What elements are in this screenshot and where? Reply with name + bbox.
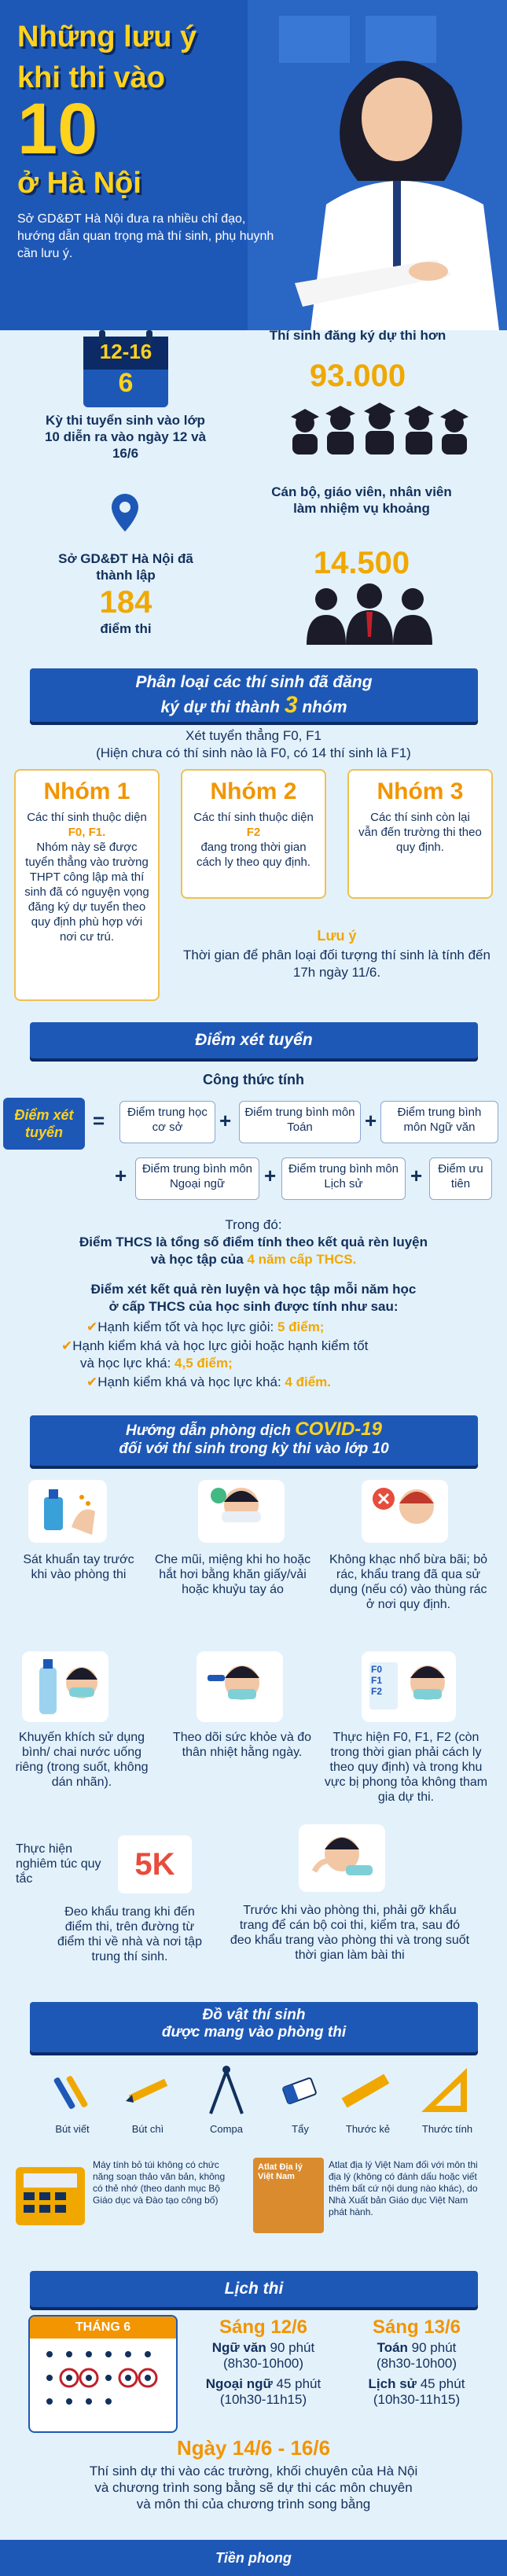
tip-remove-mask: Trước khi vào phòng thi, phải gỡ khẩu trang để cán bộ coi thi, kiểm tra, sau đó đeo khẩu trang vào phòng thi và trong suốt thời gian làm bài thi	[230, 1904, 470, 1962]
classify-header	[30, 668, 478, 722]
day2-a-time: 90 phút	[411, 2340, 457, 2355]
formula-plus-3: +	[115, 1164, 127, 1187]
group-2-box	[181, 769, 326, 899]
day1-a-range: (8h30-10h00)	[222, 2356, 304, 2371]
classify-header-line-2	[30, 692, 478, 719]
schedule-calendar-icon	[28, 2315, 178, 2433]
tool-ruler-label: Thước kẻ	[345, 2123, 391, 2135]
thcs-line-2a: và học tập của	[150, 1252, 248, 1267]
thcs-line-1: Điểm THCS là tổng số điểm tính theo kết quả rèn luyện	[79, 1235, 428, 1249]
sites-label-1: Sở GD&ĐT Hà Nội đã thành lập	[58, 551, 193, 583]
student-illustration	[248, 0, 507, 330]
rule-c	[86, 1374, 464, 1390]
tool-pen-label: Bút viết	[55, 2123, 90, 2135]
items-header	[30, 2002, 478, 2052]
classify-note-1: Xét tuyển thẳng F0, F1	[186, 728, 321, 743]
tip-5k-rule: Thực hiện nghiêm túc quy tắc	[16, 1842, 101, 1886]
formula-title: Công thức tính	[202, 1072, 304, 1087]
location-pin-icon	[112, 494, 138, 532]
sanitize-hands-icon	[28, 1480, 107, 1543]
ruler-icon	[338, 2066, 393, 2114]
formula-term-2: Điểm trung bình môn Toán	[239, 1101, 361, 1143]
formula-term-4: Điểm trung bình môn Ngoại ngữ	[135, 1157, 259, 1200]
covid-header	[30, 1415, 478, 1466]
check-icon: ✔	[86, 1374, 98, 1389]
tool-triangle-ruler-label: Thước tính	[421, 2123, 473, 2135]
hero-banner	[0, 0, 507, 330]
covid-header-text: Hướng dẫn phòng dịch	[126, 1422, 296, 1439]
check-icon: ✔	[86, 1319, 98, 1334]
day1-b-subject: Ngoại ngữ	[205, 2376, 273, 2391]
hero-title-number: 10	[17, 89, 98, 169]
hero-intro: Sở GD&ĐT Hà Nội đưa ra nhiều chỉ đạo, hướng dẫn quan trọng mà thí sinh, phụ huynh cần lưu ý.	[17, 212, 274, 260]
classify-header-line-1: Phân loại các thí sinh đã đăng	[135, 673, 373, 691]
triangle-ruler-icon	[417, 2063, 472, 2117]
formula-term-1: Điểm trung học cơ sở	[119, 1101, 215, 1143]
group-1-box	[14, 769, 160, 1001]
tip-water-bottle: Khuyến khích sử dụng bình/ chai nước uống riêng (trong suốt, không dán nhãn).	[15, 1731, 149, 1789]
cover-cough-icon	[198, 1480, 285, 1543]
formula-term-3: Điểm trung bình môn Ngữ văn	[380, 1101, 498, 1143]
day3-title: Ngày 14/6 - 16/6	[176, 2436, 331, 2460]
formula-plus-5: +	[410, 1164, 423, 1187]
tip-sanitize: Sát khuẩn tay trước khi vào phòng thi	[23, 1553, 134, 1581]
f1-label: F1	[371, 1675, 383, 1686]
eraser-icon	[280, 2071, 319, 2110]
group-2-line-c: đang trong thời gian cách ly theo quy định.	[196, 841, 311, 869]
hero-title-line-2: khi thi vào	[17, 61, 165, 94]
day2-a-subject: Toán	[377, 2340, 408, 2355]
formula-result-label: Điểm xét tuyển	[3, 1098, 85, 1150]
f0-label: F0	[371, 1664, 383, 1675]
group-3-line-c: vẫn đến trường thi theo quy định.	[358, 826, 482, 854]
no-spitting-icon	[362, 1480, 448, 1543]
score-header: Điểm xét tuyển	[30, 1022, 478, 1058]
sites-value: 184	[99, 585, 152, 620]
group-2-line-a: Các thí sinh thuộc diện	[193, 811, 314, 824]
day2-b	[346, 2376, 487, 2392]
items-header-line-1: Đồ vật thí sinh	[202, 2007, 306, 2023]
classify-header-text: ký dự thi thành	[160, 698, 280, 716]
rule-b-line-2	[80, 1356, 457, 1371]
attention-title: Lưu ý	[317, 928, 357, 944]
candidates-value: 93.000	[309, 359, 406, 393]
calculator-icon	[13, 2164, 88, 2228]
tip-quarantine: Thực hiện F0, F1, F2 (còn trong thời gian phải cách ly theo quy định) và trong khu vực bị phong tỏa không tham gia dự thi.	[324, 1731, 488, 1804]
group-1-line-c: Nhóm này sẽ được tuyển thẳng vào trường THPT công lập mà thí sinh đã có nguyện vọng đăng ký dự tuyển theo quy định phù hợp với nơi cư trú.	[24, 841, 149, 944]
rule-c-text: Hạnh kiểm khá và học lực khá:	[97, 1374, 285, 1389]
tool-pencil-label: Bút chì	[131, 2123, 164, 2135]
covid-header-line-1	[30, 1415, 478, 1441]
compass-icon	[203, 2063, 250, 2117]
day1-a-subject: Ngữ văn	[211, 2340, 266, 2355]
staff-value: 14.500	[313, 546, 410, 580]
formula-plus-1: +	[219, 1109, 232, 1132]
water-bottle-icon	[22, 1651, 108, 1722]
staff-icon	[299, 582, 440, 645]
day1-b-range: (10h30-11h15)	[219, 2392, 307, 2407]
rule-b-line-1	[61, 1338, 470, 1354]
rule-b-text-2: và học lực khá:	[80, 1356, 175, 1371]
staff-label: Cán bộ, giáo viên, nhân viên làm nhiệm vụ khoảng	[271, 484, 452, 516]
pen-icon	[53, 2068, 93, 2115]
5k-badge: 5K	[118, 1835, 192, 1893]
day2-title: Sáng 13/6	[372, 2317, 461, 2338]
f2-label: F2	[371, 1686, 383, 1697]
rule-b-text-1: Hạnh kiểm khá và học lực giỏi hoặc hạnh kiểm tốt	[72, 1338, 369, 1353]
calculator-text: Máy tính bỏ túi không có chức năng soạn thảo văn bản, không có thẻ nhớ (theo danh mục Bộ Giáo dục và Đào tạo công bố)	[93, 2159, 226, 2206]
exam-dates-text: Kỳ thi tuyển sinh vào lớp 10 diễn ra vào ngày 12 và 16/6	[44, 413, 207, 461]
day3-text: Thí sinh dự thi vào các trường, khối chuyên của Hà Nội và chương trình song bằng sẽ dự thi các môn chuyên và môn thi của chương trình song bằng	[89, 2464, 418, 2512]
day2-a-range: (8h30-10h00)	[376, 2356, 457, 2371]
day1-b-time: 45 phút	[276, 2376, 321, 2391]
health-monitor-icon	[197, 1651, 283, 1722]
rule-line-1: Điểm xét kết quả rèn luyện và học tập mỗi năm học	[90, 1282, 417, 1297]
atlas-cover-text: Atlat Địa lý Việt Nam	[258, 2162, 303, 2181]
hero-title-line-4: ở Hà Nội	[17, 167, 141, 200]
rule-b-value: 4,5 điểm;	[175, 1356, 233, 1371]
sites-label-2: điểm thi	[100, 621, 152, 636]
rule-a-value: 5 điểm;	[277, 1319, 325, 1334]
day2-b-range: (10h30-11h15)	[373, 2392, 461, 2407]
pencil-icon	[124, 2068, 171, 2115]
covid-header-highlight: COVID-19	[295, 1419, 382, 1440]
rule-a-text: Hạnh kiểm tốt và học lực giỏi:	[97, 1319, 277, 1334]
tool-eraser-label: Tẩy	[292, 2123, 309, 2135]
formula-plus-2: +	[365, 1109, 377, 1132]
group-2-line-b: F2	[246, 826, 261, 839]
thcs-line-2	[16, 1252, 491, 1268]
day2-b-time: 45 phút	[420, 2376, 465, 2391]
day1-title: Sáng 12/6	[219, 2317, 308, 2338]
day1-a-time: 90 phút	[270, 2340, 315, 2355]
check-icon: ✔	[61, 1338, 73, 1353]
group-2-title: Nhóm 2	[210, 778, 297, 804]
rule-a	[86, 1319, 464, 1335]
formula-term-6: Điểm ưu tiên	[429, 1157, 492, 1200]
calendar-month: THÁNG 6	[30, 2317, 176, 2339]
calendar-bottom-text: 6	[118, 368, 134, 398]
tip-health-monitor: Theo dõi sức khỏe và đo thân nhiệt hằng ngày.	[172, 1731, 312, 1759]
classify-header-word: nhóm	[302, 698, 347, 716]
tip-cover-cough: Che mũi, miệng khi ho hoặc hắt hơi bằng khăn giấy/vải hoặc khuỷu tay áo	[154, 1553, 311, 1596]
thcs-line-2b: 4 năm cấp THCS.	[247, 1252, 357, 1267]
footer-logo: Tiền phong	[0, 2540, 507, 2576]
rule-c-value: 4 điểm.	[285, 1374, 332, 1389]
f-labels	[371, 1664, 382, 1697]
classify-note-2: (Hiện chưa có thí sinh nào là F0, có 14 thí sinh là F1)	[96, 745, 411, 760]
rule-line-2: ở cấp THCS của học sinh được tính như sau:	[108, 1299, 399, 1314]
graduates-icon	[289, 399, 470, 454]
atlas-text: Atlat địa lý Việt Nam đối với môn thi địa lý (không có đánh dấu hoặc viết thêm bất cứ nội dung nào khác), do Nhà Xuất bản Giáo dục Việt Nam phát hành.	[329, 2159, 478, 2217]
tool-compass-label: Compa	[210, 2123, 243, 2135]
day1-b	[189, 2376, 338, 2392]
group-1-line-b: F0, F1.	[68, 826, 106, 839]
classify-header-number: 3	[284, 692, 298, 718]
group-1-line-a: Các thí sinh thuộc diện	[27, 811, 147, 824]
covid-header-line-2: đối với thí sinh trong kỳ thi vào lớp 10	[119, 1441, 389, 1457]
candidates-label: Thí sinh đăng ký dự thi hơn	[269, 328, 446, 343]
hero-title-line-1: Những lưu ý	[17, 20, 197, 53]
atlas-book-icon	[253, 2158, 324, 2233]
day2-a	[346, 2340, 487, 2356]
mask-check-icon	[299, 1824, 385, 1892]
formula-term-5: Điểm trung bình môn Lịch sử	[281, 1157, 406, 1200]
where-label: Trong đó:	[225, 1217, 282, 1232]
calendar-top-text: 12-16	[99, 340, 152, 363]
schedule-header: Lịch thi	[30, 2271, 478, 2307]
formula-equals: =	[93, 1109, 105, 1132]
group-3-title: Nhóm 3	[377, 778, 464, 804]
items-header-line-2: được mang vào phòng thi	[161, 2024, 347, 2041]
formula-plus-4: +	[264, 1164, 277, 1187]
group-3-box	[347, 769, 493, 899]
attention-text: Thời gian để phân loại đối tượng thí sinh là tính đến 17h ngày 11/6.	[183, 948, 490, 980]
day1-a	[189, 2340, 338, 2356]
tip-no-spitting: Không khạc nhổ bừa bãi; bỏ rác, khẩu trang đã qua sử dụng (nếu có) vào thùng rác ở nơi quy định.	[329, 1553, 488, 1611]
group-3-line-a: Các thí sinh còn lại	[370, 811, 470, 824]
day2-b-subject: Lịch sử	[368, 2376, 417, 2391]
tip-wear-mask: Đeo khẩu trang khi đến điểm thi, trên đường từ điểm thi về nhà và nơi tập trung thí sinh.	[57, 1905, 202, 1963]
group-1-title: Nhóm 1	[43, 778, 130, 804]
